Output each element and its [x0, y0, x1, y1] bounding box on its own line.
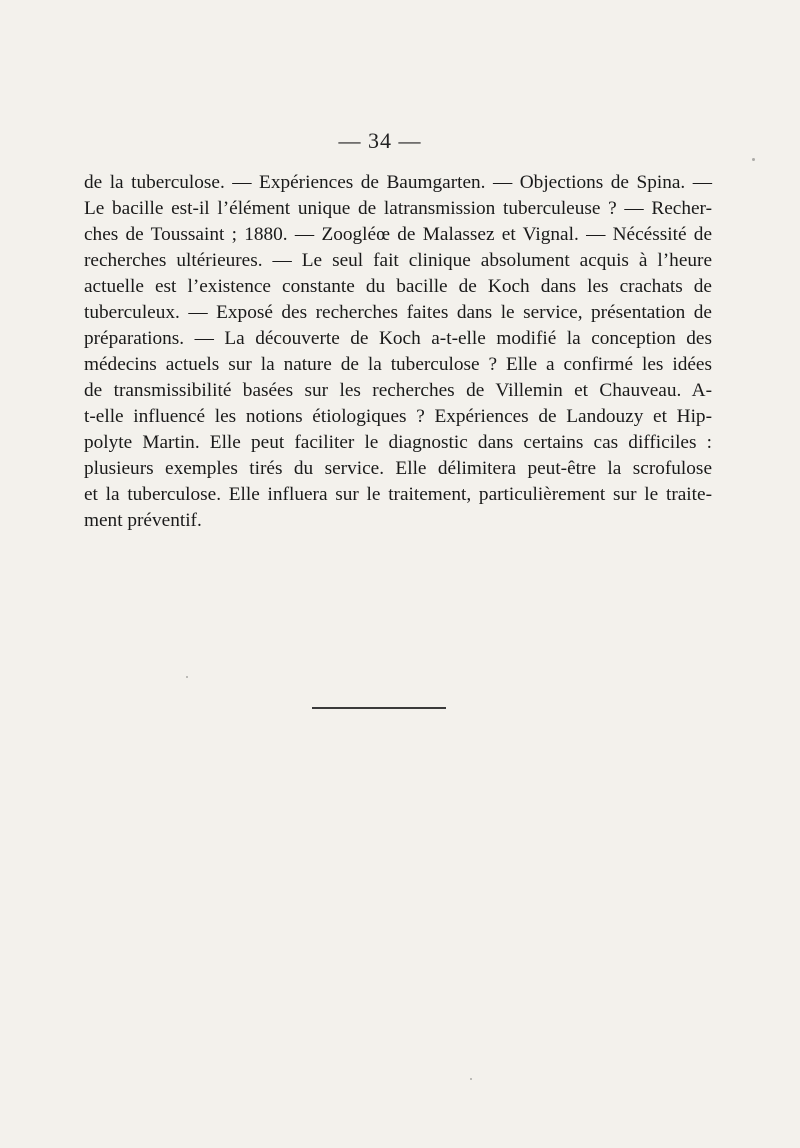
- paper-speck: [752, 158, 755, 161]
- body-paragraph: [84, 170, 712, 534]
- text-line: préparations. — La découverte de Koch a-t-elle modifié la conception des: [84, 328, 712, 349]
- text-line: Le bacille est-il l’élément unique de latransmission tuberculeuse ? — Recher-: [84, 198, 712, 219]
- text-line: plusieurs exemples tirés du service. Elle délimitera peut-être la scrofulose: [84, 458, 712, 479]
- paper-speck: [470, 1078, 472, 1080]
- text-line: et la tuberculose. Elle influera sur le traitement, particulièrement sur le traite-: [84, 484, 712, 505]
- section-divider-rule: [312, 707, 446, 709]
- text-line: polyte Martin. Elle peut faciliter le diagnostic dans certains cas difficiles :: [84, 432, 712, 453]
- text-line: de la tuberculose. — Expériences de Baumgarten. — Objections de Spina. —: [84, 172, 712, 193]
- page-number: — 34 —: [338, 128, 422, 153]
- text-line: de transmissibilité basées sur les recherches de Villemin et Chauveau. A-: [84, 380, 712, 401]
- text-line: t-elle influencé les notions étiologiques ? Expériences de Landouzy et Hip-: [84, 406, 712, 427]
- text-line: médecins actuels sur la nature de la tuberculose ? Elle a confirmé les idées: [84, 354, 712, 375]
- text-line: ches de Toussaint ; 1880. — Zoogléœ de Malassez et Vignal. — Nécéssité de: [84, 224, 712, 245]
- text-line: recherches ultérieures. — Le seul fait clinique absolument acquis à l’heure: [84, 250, 712, 271]
- text-line: actuelle est l’existence constante du bacille de Koch dans les crachats de: [84, 276, 712, 297]
- text-line: ment préventif.: [84, 510, 202, 531]
- paper-speck: [186, 676, 188, 678]
- text-line: tuberculeux. — Exposé des recherches faites dans le service, présentation de: [84, 302, 712, 323]
